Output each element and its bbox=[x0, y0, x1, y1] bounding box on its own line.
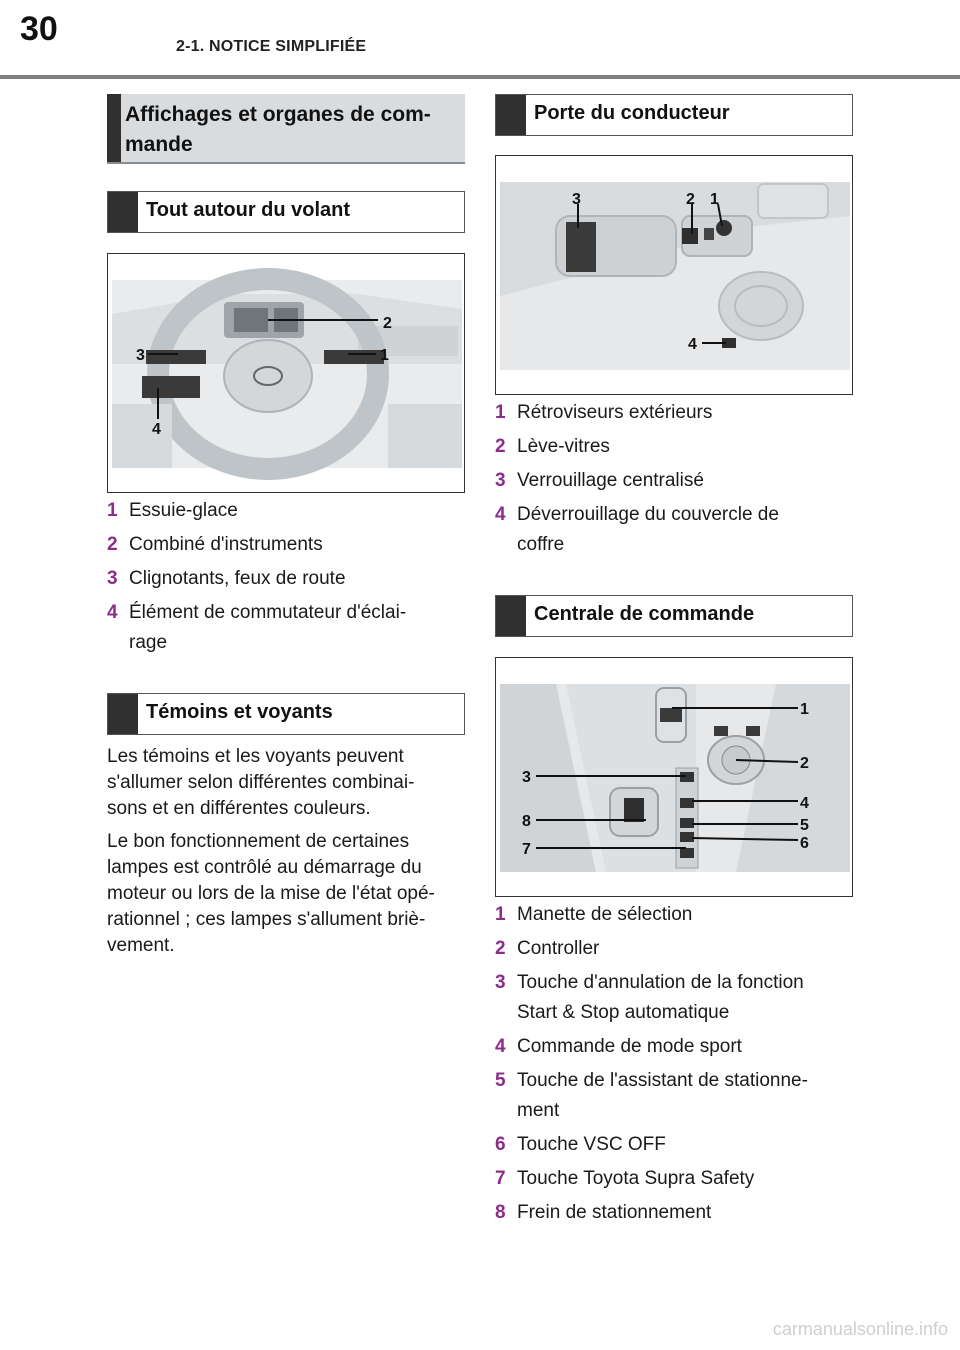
page-header bbox=[0, 0, 960, 80]
subheading-bar bbox=[108, 192, 138, 232]
callout-4: 4 bbox=[688, 336, 697, 353]
list-item: 1 Rétroviseurs extérieurs bbox=[495, 402, 713, 423]
section-heading-displays-controls bbox=[107, 94, 465, 164]
subheading-text: Témoins et voyants bbox=[146, 701, 333, 723]
driver-door-list bbox=[495, 398, 855, 564]
watermark: carmanualsonline.info bbox=[772, 1319, 948, 1339]
callout-8: 8 bbox=[522, 813, 531, 830]
callout-2: 2 bbox=[686, 191, 695, 208]
figure-driver-door bbox=[495, 155, 853, 395]
callout-5: 5 bbox=[800, 817, 809, 834]
list-item: 7 Touche Toyota Supra Safety bbox=[495, 1168, 755, 1189]
callout-3: 3 bbox=[572, 191, 581, 208]
section-heading-line1: Affichages et organes de com- bbox=[125, 103, 431, 126]
list-item: 1 Manette de sélection bbox=[495, 904, 693, 925]
callout-1: 1 bbox=[380, 347, 389, 364]
header-rule bbox=[0, 75, 960, 79]
subheading-bar bbox=[496, 95, 526, 135]
callout-1: 1 bbox=[710, 191, 719, 208]
subheading-text: Porte du conducteur bbox=[534, 102, 730, 124]
list-item: 3 Verrouillage centralisé bbox=[495, 470, 704, 491]
chapter-title: 2-1. NOTICE SIMPLIFIÉE bbox=[176, 38, 367, 55]
subheading-text: Tout autour du volant bbox=[146, 199, 351, 221]
list-item: 5 Touche de l'assistant de stationne- ment bbox=[495, 1070, 808, 1121]
steering-wheel-illustration bbox=[108, 254, 464, 492]
callout-4: 4 bbox=[800, 795, 809, 812]
callout-3: 3 bbox=[136, 347, 145, 364]
list-item: 8 Frein de stationnement bbox=[495, 1202, 712, 1223]
indicators-paragraph-1: Les témoins et les voyants peuvent s'allumer selon différentes combinai- sons et en différentes couleurs. bbox=[107, 746, 415, 819]
subheading-bar bbox=[108, 694, 138, 734]
subheading-indicators bbox=[107, 693, 465, 735]
section-heading-line2: mande bbox=[125, 133, 193, 156]
console-illustration bbox=[496, 658, 852, 896]
callout-4: 4 bbox=[152, 421, 161, 438]
control-center-list bbox=[495, 900, 855, 1232]
list-item: 3 Clignotants, feux de route bbox=[107, 568, 346, 589]
list-item: 2 Lève-vitres bbox=[495, 436, 610, 457]
page-number: 30 bbox=[20, 10, 58, 48]
callout-1: 1 bbox=[800, 701, 809, 718]
subheading-bar bbox=[496, 596, 526, 636]
list-item: 1 Essuie-glace bbox=[107, 500, 238, 521]
list-item: 4 Déverrouillage du couvercle de coffre bbox=[495, 504, 779, 555]
list-item: 3 Touche d'annulation de la fonction Start & Stop automatique bbox=[495, 972, 804, 1023]
subheading-steering-wheel bbox=[107, 191, 465, 233]
subheading-control-center bbox=[495, 595, 853, 637]
section-heading-bar bbox=[107, 94, 121, 162]
steering-wheel-list bbox=[107, 496, 467, 662]
callout-6: 6 bbox=[800, 835, 809, 852]
figure-control-center bbox=[495, 657, 853, 897]
subheading-driver-door bbox=[495, 94, 853, 136]
door-illustration bbox=[496, 156, 852, 394]
list-item: 2 Controller bbox=[495, 938, 600, 959]
list-item: 2 Combiné d'instruments bbox=[107, 534, 323, 555]
subheading-text: Centrale de commande bbox=[534, 603, 755, 625]
callout-2: 2 bbox=[383, 315, 392, 332]
callout-3: 3 bbox=[522, 769, 531, 786]
callout-7: 7 bbox=[522, 841, 531, 858]
list-item: 4 Commande de mode sport bbox=[495, 1036, 742, 1057]
callout-2: 2 bbox=[800, 755, 809, 772]
figure-steering-wheel bbox=[107, 253, 465, 493]
list-item: 4 Élément de commutateur d'éclai- rage bbox=[107, 602, 407, 653]
indicators-paragraph-2: Le bon fonctionnement de certaines lampes est contrôlé au démarrage du moteur ou lors de la mise de l'état opé- rationnel ; ces lampes s'allument briè- vement. bbox=[107, 831, 435, 956]
list-item: 6 Touche VSC OFF bbox=[495, 1134, 666, 1155]
